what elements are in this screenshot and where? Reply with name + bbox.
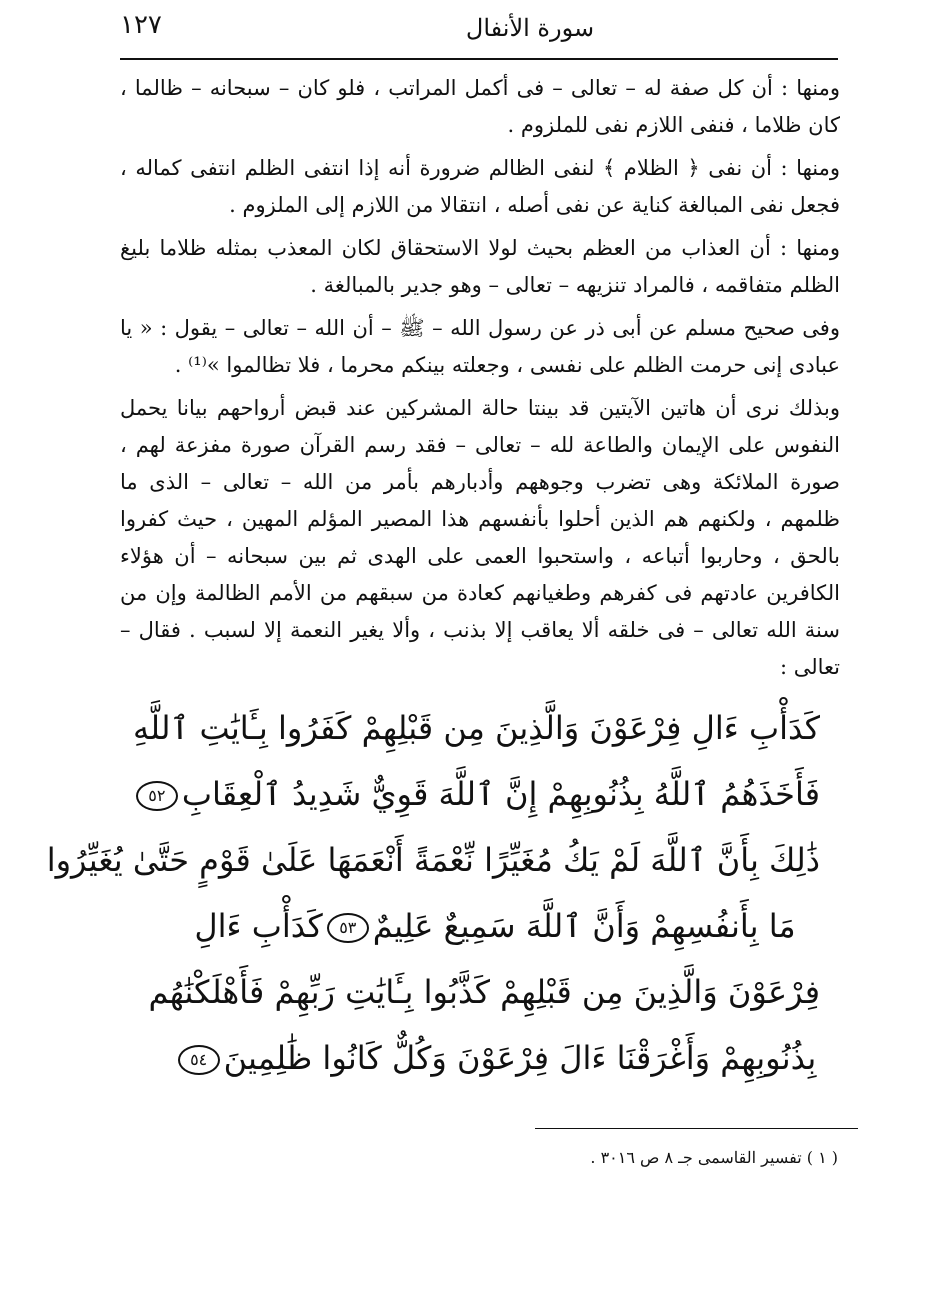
- verse-text: كَدَأْبِ ءَالِ: [194, 907, 323, 945]
- paragraph: وبذلك نرى أن هاتين الآيتين قد بينتا حالة المشركين عند قبض أرواحهم بيانا يحمل النفوس على الإيمان والطاعة لله – تعالى – فقد رسم القرآن صورة مفزعة لهم ، صورة الملائكة وهى تضرب وجوههم وأدبارهم بأمر من الله – تعالى – الذى ما ظلمهم ، ولكنهم هم الذين أحلوا بأنفسهم هذا المصير المؤلم المهين ، حيث كفروا بالحق ، وحاربوا أتباعه ، واستحبوا العمى على الهدى ثم بين سبحانه – أن هؤلاء الكافرين عادتهم فى كفرهم وطغيانهم كعادة من سبقهم من الأمم الظالمة وإن من سنة الله تعالى – فى خلقه ألا يعاقب إلا بذنب ، وألا يغير النعمة إلا لسبب . فقال – تعالى :: [120, 396, 840, 679]
- header-rule: [120, 58, 838, 60]
- commentary-text: [120, 70, 840, 692]
- footnote-rule: [535, 1128, 858, 1129]
- paragraph: وفى صحيح مسلم عن أبى ذر عن رسول الله – ﷺ – أن الله – تعالى – يقول : « يا عبادى إنى حرمت الظلم على نفسى ، وجعلته بينكم محرما ، فلا تظالموا »⁽¹⁾ .: [120, 316, 840, 377]
- verse-line: [148, 959, 820, 1025]
- verse-text: بِذُنُوبِهِمْ وَأَغْرَقْنَا ءَالَ فِرْعَوْنَ وَكُلٌّ كَانُوا ظَٰلِمِينَ: [223, 1039, 817, 1077]
- verse-line: [148, 761, 820, 827]
- quran-verses: [46, 695, 820, 1091]
- paragraph: ومنها : أن نفى ﴿ الظلام ﴾ لنفى الظالم ضرورة أنه إذا انتفى الظلم انتفى كماله ، فجعل نفى المبالغة كناية عن نفى أصله ، انتقالا من اللازم إلى الملزوم .: [120, 156, 840, 217]
- verse-line: [46, 827, 820, 893]
- paragraph: ومنها : أن العذاب من العظم بحيث لولا الاستحقاق لكان المعذب بمثله ظلاما بليغ الظلم متفاقمه ، فالمراد تنزيهه – تعالى – وهو جدير بالمبالغة .: [120, 236, 841, 297]
- page-header: [120, 6, 840, 52]
- paragraph: ومنها : أن كل صفة له – تعالى – فى أكمل المراتب ، فلو كان – سبحانه – ظالما ، كان ظلاما ، فنفى اللازم نفى للملزوم .: [120, 76, 840, 137]
- verse-line: [133, 695, 820, 761]
- verse-text: فَأَخَذَهُمُ ٱللَّهُ بِذُنُوبِهِمْ إِنَّ ٱللَّهَ قَوِيٌّ شَدِيدُ ٱلْعِقَابِ: [181, 775, 820, 813]
- ayah-number-marker: ٥٣: [327, 913, 369, 943]
- surah-title: سورة الأنفال: [465, 14, 595, 42]
- verse-text: فِرْعَوْنَ وَالَّذِينَ مِن قَبْلِهِمْ كَذَّبُوا بِـَٔايَٰتِ رَبِّهِمْ فَأَهْلَكْنَٰهُم: [148, 973, 820, 1011]
- page-number: ١٢٧: [120, 10, 162, 40]
- verse-text: مَا بِأَنفُسِهِمْ وَأَنَّ ٱللَّهَ سَمِيعٌ عَلِيمٌ: [372, 907, 796, 945]
- ayah-number-marker: ٥٢: [136, 781, 178, 811]
- verse-text: كَدَأْبِ ءَالِ فِرْعَوْنَ وَالَّذِينَ مِن قَبْلِهِمْ كَفَرُوا بِـَٔايَٰتِ ٱللَّهِ: [133, 709, 820, 747]
- verse-text: ذَٰلِكَ بِأَنَّ ٱللَّهَ لَمْ يَكُ مُغَيِّرًا نِّعْمَةً أَنْعَمَهَا عَلَىٰ قَوْمٍ حَتَّىٰ يُغَيِّرُوا: [46, 841, 820, 879]
- ayah-number-marker: ٥٤: [178, 1045, 220, 1075]
- footnote: ( ١ ) تفسير القاسمى جـ ٨ ص ٣٠١٦ .: [590, 1148, 838, 1167]
- verse-line: [170, 893, 820, 959]
- verse-line: [170, 1025, 820, 1091]
